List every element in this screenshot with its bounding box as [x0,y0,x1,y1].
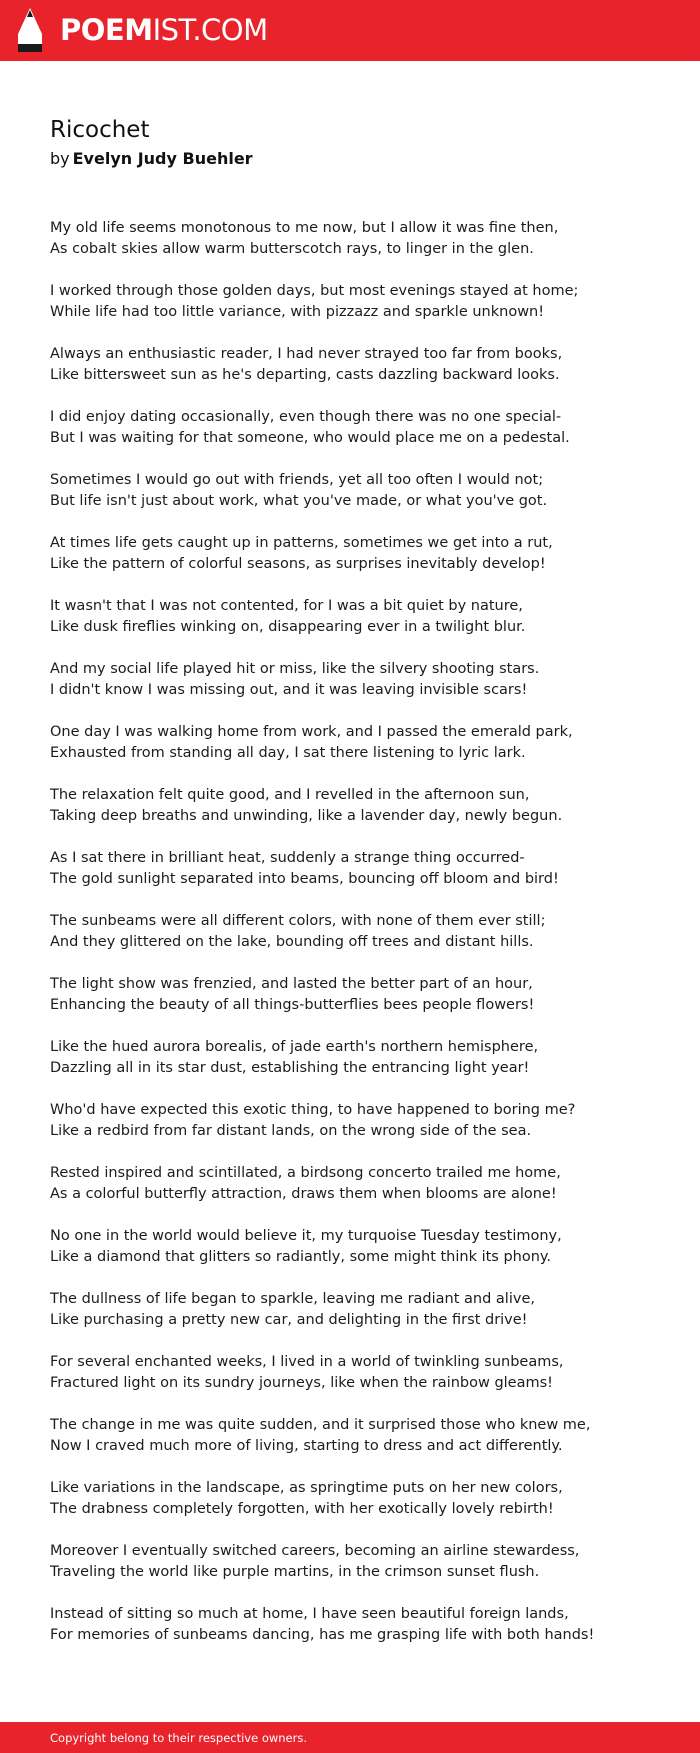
stanza [50,848,670,890]
poem-line: Sometimes I would go out with friends, yet all too often I would not; [50,472,544,488]
poem-line: I didn't know I was missing out, and it was leaving invisible scars! [50,682,528,698]
poem-line: Like bittersweet sun as he's departing, casts dazzling backward looks. [50,367,560,383]
stanza [50,1415,670,1457]
stanza [50,1163,670,1205]
logo-light: IST.COM [152,13,268,47]
poem-line: Rested inspired and scintillated, a birdsong concerto trailed me home, [50,1165,561,1181]
logo-bold: POEM [60,13,153,47]
poem-line: But life isn't just about work, what you've made, or what you've got. [50,493,548,509]
stanza [50,218,670,260]
poem-line: The dullness of life began to sparkle, leaving me radiant and alive, [50,1291,535,1307]
poem-line: My old life seems monotonous to me now, but I allow it was fine then, [50,220,559,236]
stanza [50,1604,670,1646]
site-logo-text [60,11,268,49]
stanza [50,407,670,449]
poem-line: Traveling the world like purple martins, in the crimson sunset flush. [50,1564,540,1580]
stanza [50,1100,670,1142]
site-footer [0,1722,700,1753]
poem-line: The sunbeams were all different colors, with none of them ever still; [50,913,546,929]
stanza [50,533,670,575]
poem-line: Like a redbird from far distant lands, on the wrong side of the sea. [50,1123,532,1139]
copyright-notice: Copyright belong to their respective owners. [50,1731,308,1745]
poem-line: Always an enthusiastic reader, I had never strayed too far from books, [50,346,563,362]
poem-line: While life had too little variance, with pizzazz and sparkle unknown! [50,304,545,320]
poem-line: As cobalt skies allow warm butterscotch rays, to linger in the glen. [50,241,534,257]
poem-line: Like purchasing a pretty new car, and delighting in the first drive! [50,1312,528,1328]
poem-line: One day I was walking home from work, and I passed the emerald park, [50,724,573,740]
poem-line: It wasn't that I was not contented, for I was a bit quiet by nature, [50,598,523,614]
poem-line: The light show was frenzied, and lasted the better part of an hour, [50,976,533,992]
poem-line: As a colorful butterfly attraction, draws them when blooms are alone! [50,1186,557,1202]
poem-line: Taking deep breaths and unwinding, like a lavender day, newly begun. [50,808,563,824]
stanza [50,281,670,323]
stanza [50,1037,670,1079]
pencil-logo-icon [16,8,44,52]
poem-line: Like variations in the landscape, as springtime puts on her new colors, [50,1480,563,1496]
poem-line: Moreover I eventually switched careers, becoming an airline stewardess, [50,1543,580,1559]
poem-line: As I sat there in brilliant heat, suddenly a strange thing occurred- [50,850,525,866]
poem-line: Enhancing the beauty of all things-butterflies bees people flowers! [50,997,535,1013]
stanza [50,722,670,764]
stanza [50,785,670,827]
stanza [50,974,670,1016]
poem-line: At times life gets caught up in patterns, sometimes we get into a rut, [50,535,553,551]
stanza [50,659,670,701]
stanza [50,1352,670,1394]
poem-line: No one in the world would believe it, my turquoise Tuesday testimony, [50,1228,562,1244]
poem-line: The change in me was quite sudden, and it surprised those who knew me, [50,1417,591,1433]
poem-title: Ricochet [50,117,150,143]
stanza [50,1541,670,1583]
poem-line: I did enjoy dating occasionally, even though there was no one special- [50,409,562,425]
poem-line: Fractured light on its sundry journeys, like when the rainbow gleams! [50,1375,553,1391]
poem-line: The gold sunlight separated into beams, bouncing off bloom and bird! [50,871,559,887]
poem-line: Like dusk fireflies winking on, disappearing ever in a twilight blur. [50,619,526,635]
stanza [50,344,670,386]
poem-line: Like the hued aurora borealis, of jade earth's northern hemisphere, [50,1039,539,1055]
site-header [0,0,700,61]
poem-line: And my social life played hit or miss, like the silvery shooting stars. [50,661,540,677]
poem-line: But I was waiting for that someone, who would place me on a pedestal. [50,430,570,446]
byline [50,148,253,170]
poem-line: Exhausted from standing all day, I sat there listening to lyric lark. [50,745,526,761]
poem-line: The drabness completely forgotten, with her exotically lovely rebirth! [50,1501,554,1517]
stanza [50,1226,670,1268]
stanza [50,1289,670,1331]
stanza [50,596,670,638]
author-name: Evelyn Judy Buehler [72,149,253,168]
poem-line: For memories of sunbeams dancing, has me grasping life with both hands! [50,1627,595,1643]
poem-body [50,218,670,1667]
poem-line: The relaxation felt quite good, and I revelled in the afternoon sun, [50,787,530,803]
stanza [50,911,670,953]
poem-line: Now I craved much more of living, starting to dress and act differently. [50,1438,563,1454]
stanza [50,1478,670,1520]
poem-line: Who'd have expected this exotic thing, to have happened to boring me? [50,1102,576,1118]
poem-line: I worked through those golden days, but most evenings stayed at home; [50,283,579,299]
by-label: by [50,149,70,168]
stanza [50,470,670,512]
poem-line: Like the pattern of colorful seasons, as surprises inevitably develop! [50,556,546,572]
poem-line: Instead of sitting so much at home, I have seen beautiful foreign lands, [50,1606,569,1622]
poem-line: For several enchanted weeks, I lived in a world of twinkling sunbeams, [50,1354,564,1370]
poem-line: Dazzling all in its star dust, establishing the entrancing light year! [50,1060,530,1076]
poem-line: Like a diamond that glitters so radiantly, some might think its phony. [50,1249,552,1265]
poem-line: And they glittered on the lake, bounding off trees and distant hills. [50,934,534,950]
